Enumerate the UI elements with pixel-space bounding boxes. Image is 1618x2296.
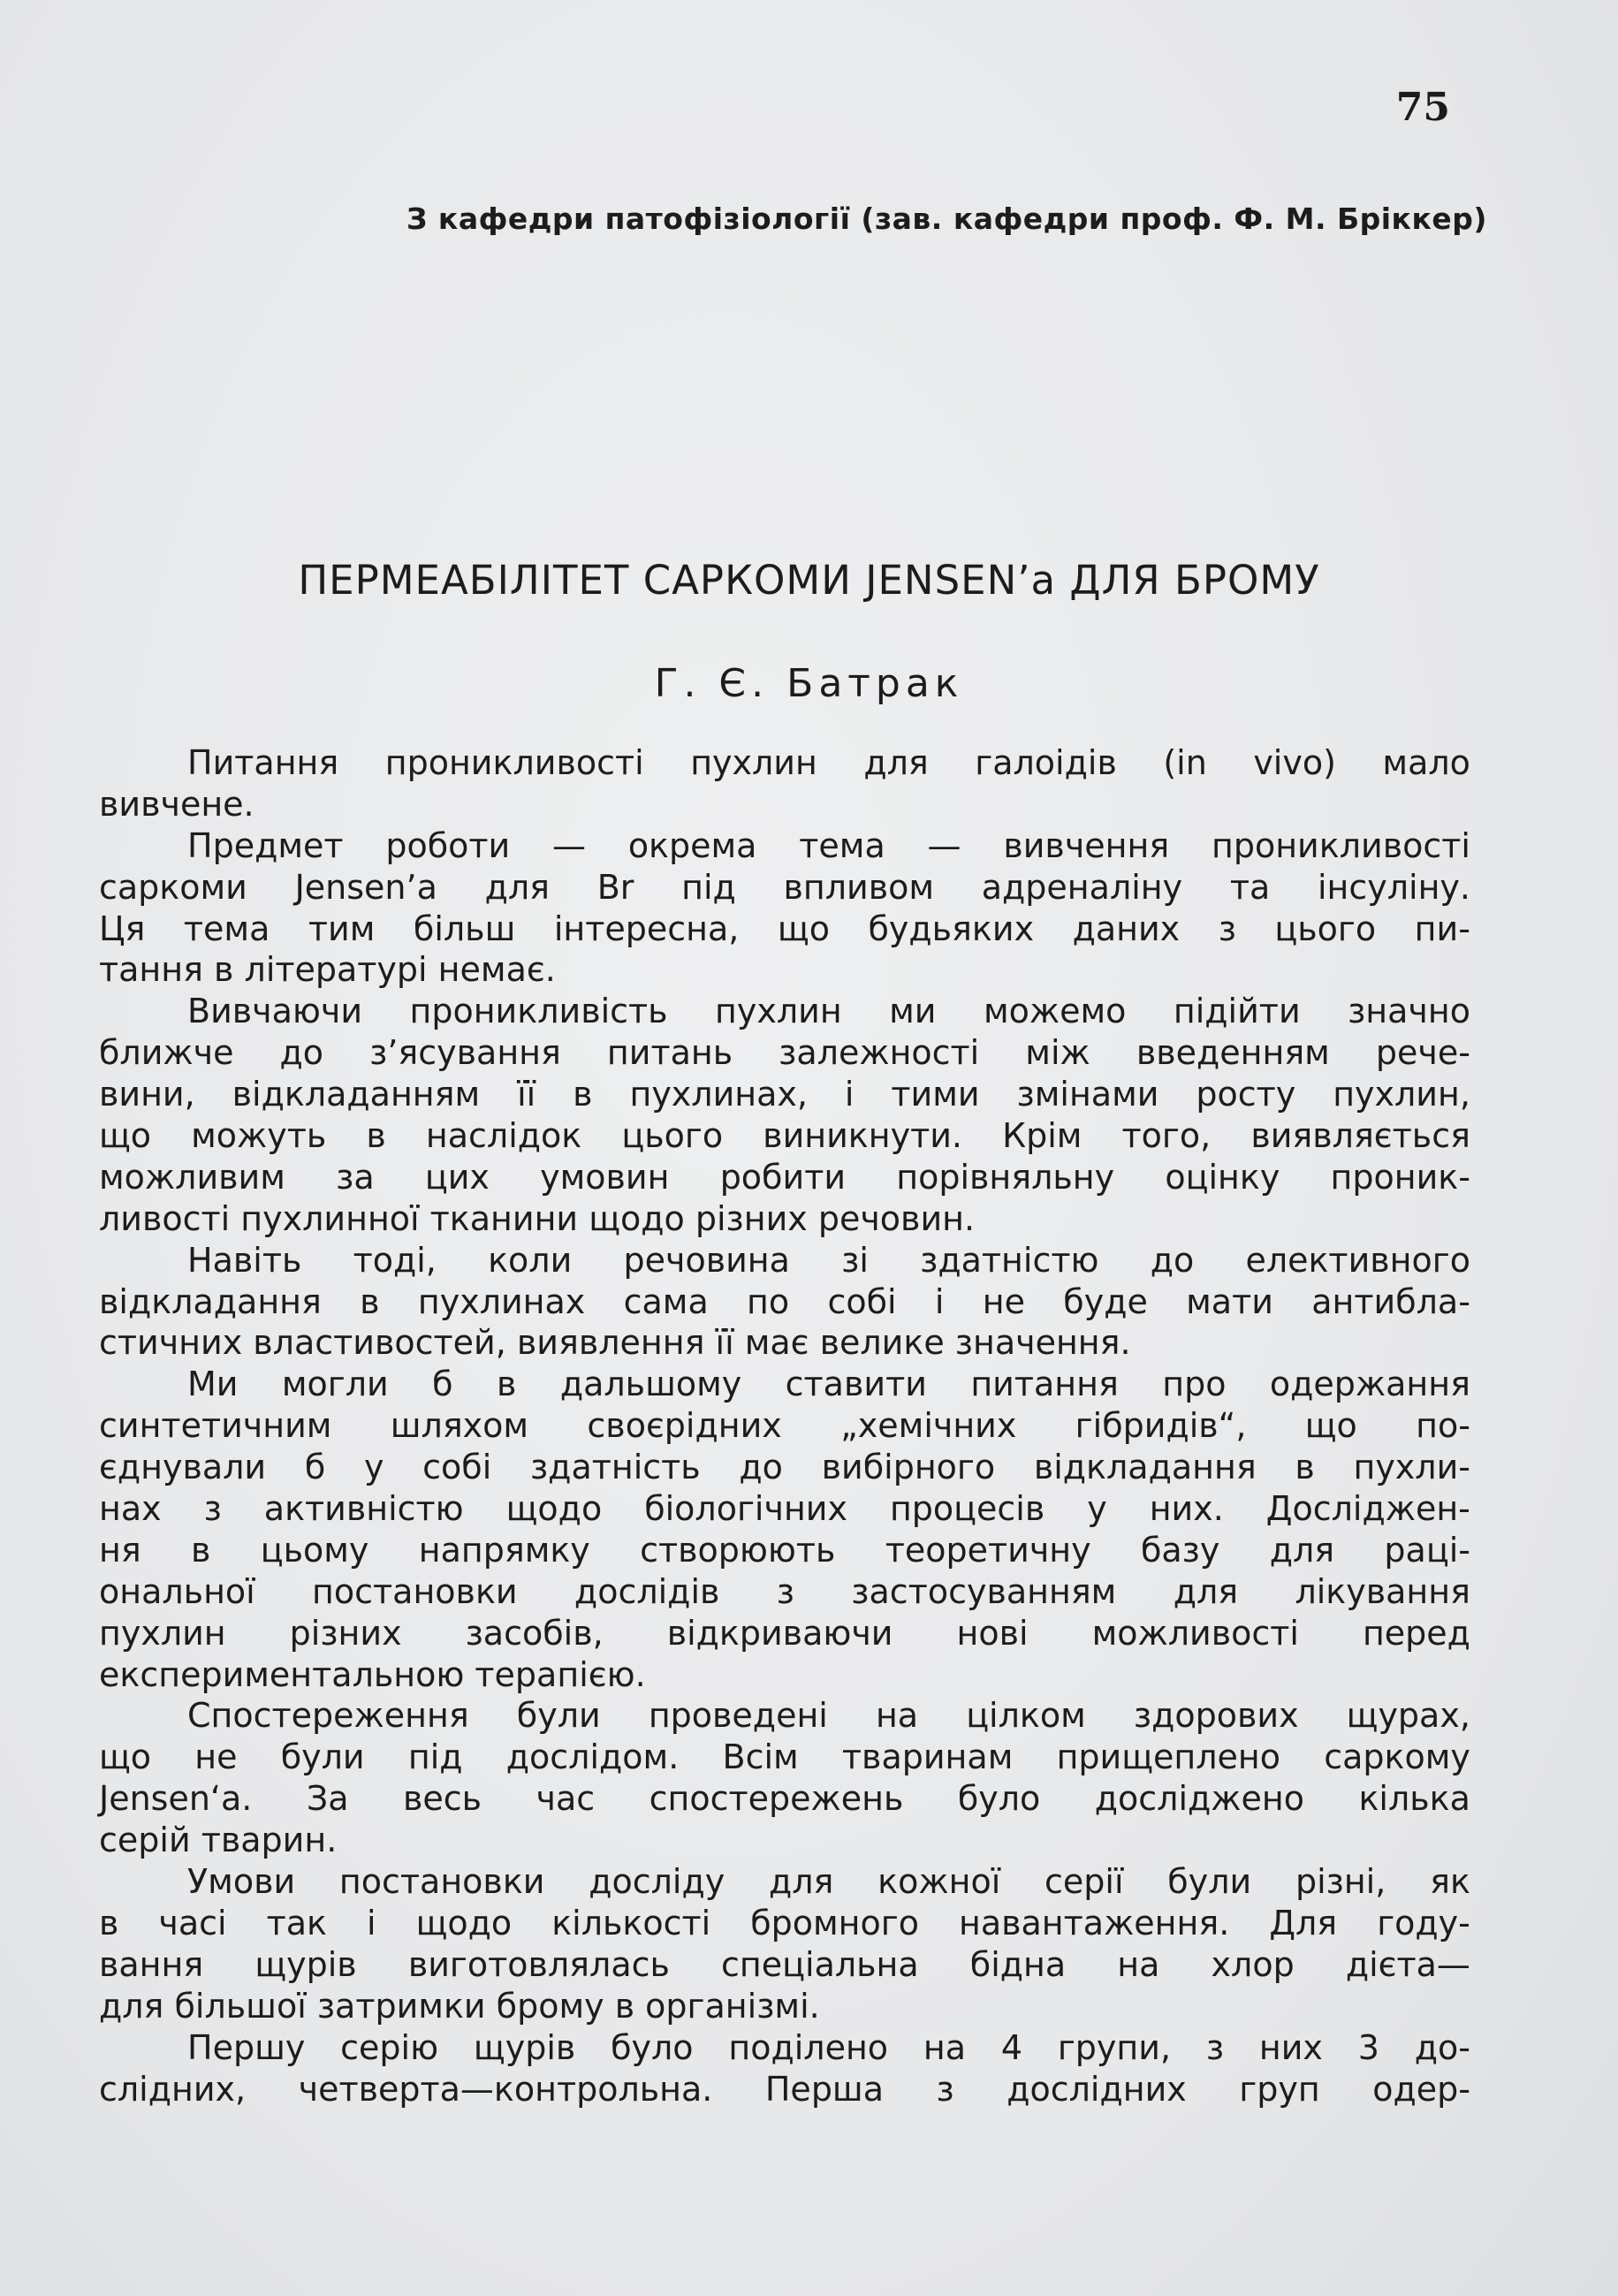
body-line: відкладання в пухлинах сама по собі і не буде мати антибла- bbox=[99, 1281, 1470, 1321]
body-line: саркоми Jensen’a для Br під впливом адреналіну та інсуліну. bbox=[99, 867, 1470, 907]
body-line: в часі так і щодо кількості бромного навантаження. Для году- bbox=[99, 1903, 1470, 1942]
body-line: ональної постановки дослідів з застосуванням для лікування bbox=[99, 1571, 1470, 1611]
body-line: експериментальною терапією. bbox=[99, 1654, 646, 1694]
body-line: Умови постановки досліду для кожної серії були різні, як bbox=[187, 1862, 1470, 1902]
body-line: для більшої затримки брому в організмі. bbox=[99, 1986, 820, 2026]
body-line: слідних, четверта—контрольна. Перша з дослідних груп одер- bbox=[99, 2069, 1470, 2109]
body-line: вання щурів виготовлялась спеціальна бідна на хлор дієта— bbox=[99, 1944, 1470, 1984]
body-line: ближче до з’ясування питань залежності між введенням рече- bbox=[99, 1033, 1470, 1073]
body-line: єднували б у собі здатність до вибірного відкладання в пухли- bbox=[99, 1448, 1470, 1487]
body-line: вини, відкладанням її в пухлинах, і тими змінами росту пухлин, bbox=[99, 1075, 1470, 1114]
body-line: вивчене. bbox=[99, 784, 254, 824]
body-line: Навіть тоді, коли речовина зі здатністю до елективного bbox=[187, 1240, 1470, 1280]
article-author: Г. Є. Батрак bbox=[654, 661, 964, 706]
body-line: тання в літературі немає. bbox=[99, 950, 556, 990]
body-line: серій тварин. bbox=[99, 1821, 338, 1860]
body-line: Jensen‘a. За весь час спостережень було досліджено кілька bbox=[99, 1779, 1470, 1819]
body-line: ливості пухлинної тканини щодо різних речовин. bbox=[99, 1198, 976, 1238]
body-line: Питання проникливості пухлин для галоідів (in vivo) мало bbox=[187, 743, 1470, 782]
body-line: що не були під дослідом. Всім тваринам прищеплено саркому bbox=[99, 1737, 1470, 1777]
body-line: Спостереження були проведені на цілком здорових щурах, bbox=[187, 1696, 1470, 1736]
article-title: ПЕРМЕАБІЛІТЕТ САРКОМИ JENSEN’а ДЛЯ БРОМУ bbox=[298, 557, 1320, 604]
article-body bbox=[99, 742, 1470, 2110]
body-line: що можуть в наслідок цього виникнути. Крім того, виявляється bbox=[99, 1116, 1470, 1156]
body-line: Першу серію щурів було поділено на 4 групи, з них 3 до- bbox=[187, 2027, 1470, 2067]
body-line: Ми могли б в дальшому ставити питання про одержання bbox=[187, 1365, 1470, 1404]
department-header: З кафедри патофізіології (зав. кафедри проф. Ф. М. Бріккер) bbox=[406, 201, 1487, 236]
body-line: Ця тема тим більш інтересна, що будьяких даних з цього пи- bbox=[99, 909, 1470, 948]
body-line: Вивчаючи проникливість пухлин ми можемо підійти значно bbox=[187, 992, 1470, 1031]
body-line: пухлин різних засобів, відкриваючи нові можливості перед bbox=[99, 1613, 1470, 1653]
body-line: ня в цьому напрямку створюють теоретичну базу для раці- bbox=[99, 1530, 1470, 1570]
body-line: Предмет роботи — окрема тема — вивчення проникливості bbox=[187, 825, 1470, 865]
body-line: нах з активністю щодо біологічних процесів у них. Досліджен- bbox=[99, 1489, 1470, 1529]
body-line: стичних властивостей, виявлення її має велике значення. bbox=[99, 1323, 1131, 1363]
page-number: 75 bbox=[1395, 85, 1450, 130]
body-line: синтетичним шляхом своєрідних „хемічних гібридів“, що по- bbox=[99, 1406, 1470, 1446]
body-line: можливим за цих умовин робити порівняльну оцінку проник- bbox=[99, 1157, 1470, 1197]
